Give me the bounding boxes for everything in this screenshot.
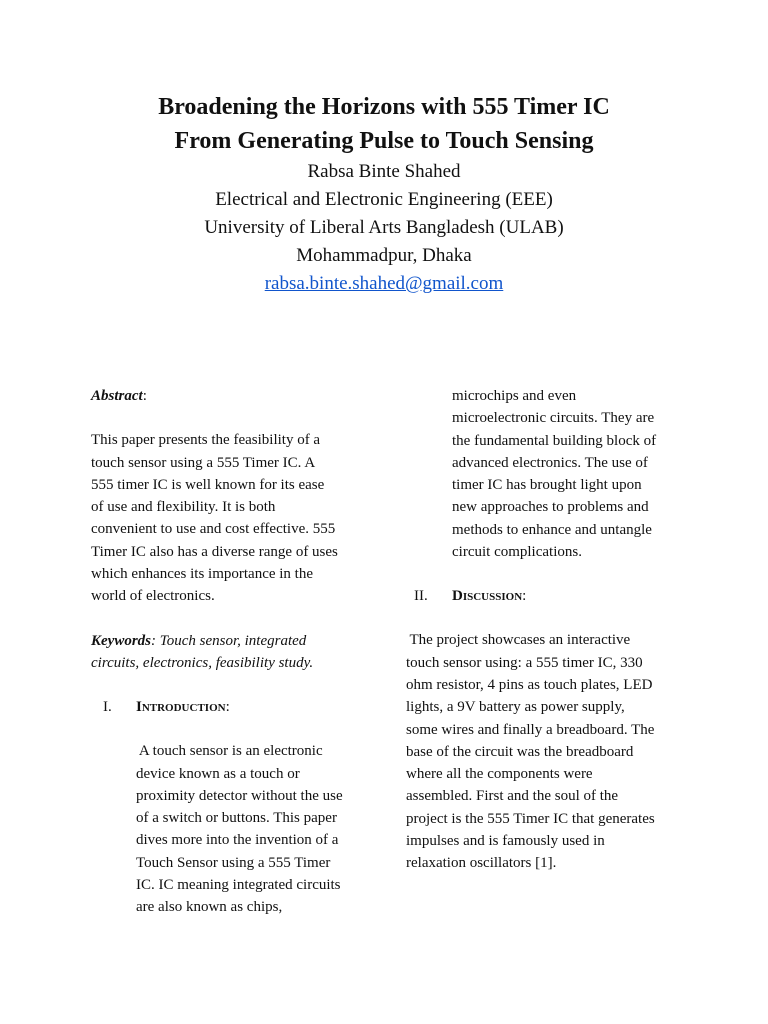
author-department: Electrical and Electronic Engineering (EEE) — [215, 189, 553, 210]
abstract-line: Timer IC also has a diverse range of uses — [91, 543, 338, 560]
introduction-line: new approaches to problems and — [452, 499, 649, 516]
introduction-line: the fundamental building block of — [452, 432, 657, 449]
abstract-colon: : — [142, 388, 147, 404]
introduction-line: methods to enhance and untangle — [452, 521, 652, 538]
introduction-line: device known as a touch or — [136, 765, 300, 782]
discussion-line: base of the circuit was the breadboard — [406, 743, 634, 760]
introduction-body-right — [452, 385, 696, 563]
introduction-title: Introduction — [136, 699, 226, 716]
introduction-line: are also known as chips, — [136, 899, 283, 916]
discussion-body — [406, 629, 696, 874]
introduction-line: Touch Sensor using a 555 Timer — [136, 854, 331, 871]
discussion-title: Discussion — [452, 588, 523, 605]
introduction-body-left — [136, 740, 391, 918]
introduction-line: dives more into the invention of a — [136, 832, 339, 849]
introduction-number: I. — [103, 699, 112, 716]
discussion-line: project is the 555 Timer IC that generates — [406, 810, 655, 827]
abstract-line: This paper presents the feasibility of a — [91, 432, 321, 449]
discussion-line: impulses and is famously used in — [406, 833, 605, 850]
introduction-line: of a switch or buttons. This paper — [136, 810, 337, 827]
keywords-heading: Keywords — [91, 632, 151, 649]
abstract-line: world of electronics. — [91, 588, 215, 605]
introduction-line: microchips and even — [452, 388, 577, 404]
abstract-line: which enhances its importance in the — [91, 566, 314, 583]
discussion-colon: : — [522, 588, 527, 605]
discussion-line: relaxation oscillators [1]. — [406, 855, 557, 872]
introduction-colon: : — [225, 699, 230, 716]
abstract-line: 555 timer IC is well known for its ease — [91, 476, 325, 493]
author-location: Mohammadpur, Dhaka — [296, 245, 472, 266]
paper-header — [0, 90, 768, 298]
discussion-heading — [414, 585, 696, 607]
abstract-heading: Abstract — [91, 388, 143, 404]
abstract-line: of use and flexibility. It is both — [91, 499, 276, 516]
author-name: Rabsa Binte Shahed — [307, 161, 461, 182]
introduction-line: advanced electronics. The use of — [452, 454, 648, 471]
abstract-line: touch sensor using a 555 Timer IC. A — [91, 454, 316, 471]
keywords-text-1: : Touch sensor, integrated — [151, 632, 307, 649]
discussion-line: touch sensor using: a 555 timer IC, 330 — [406, 654, 643, 671]
paper-title-line-1: Broadening the Horizons with 555 Timer IC — [158, 94, 610, 120]
discussion-line: some wires and finally a breadboard. The — [406, 721, 655, 738]
introduction-line: proximity detector without the use — [136, 787, 343, 804]
keywords-line-1 — [91, 630, 391, 652]
abstract-heading-line — [91, 385, 391, 407]
introduction-heading — [103, 696, 391, 718]
discussion-line: lights, a 9V battery as power supply, — [406, 699, 625, 716]
paper-title-line-2: From Generating Pulse to Touch Sensing — [174, 128, 594, 154]
author-email-link[interactable]: rabsa.binte.shahed@gmail.com — [264, 273, 504, 294]
introduction-line: IC. IC meaning integrated circuits — [136, 877, 341, 894]
discussion-number: II. — [414, 588, 428, 605]
discussion-line: where all the components were — [406, 766, 593, 783]
introduction-line: timer IC has brought light upon — [452, 477, 642, 494]
discussion-line: ohm resistor, 4 pins as touch plates, LED — [406, 676, 653, 693]
discussion-line: The project showcases an interactive — [406, 632, 631, 649]
introduction-line: circuit complications. — [452, 544, 582, 561]
left-column — [91, 385, 391, 919]
introduction-line: microelectronic circuits. They are — [452, 410, 655, 427]
keywords-text-2: circuits, electronics, feasibility study. — [91, 654, 314, 671]
introduction-line: A touch sensor is an electronic — [136, 743, 323, 760]
right-column — [406, 385, 696, 875]
abstract-line: convenient to use and cost effective. 555 — [91, 521, 336, 538]
author-university: University of Liberal Arts Bangladesh (ULAB) — [204, 217, 564, 238]
discussion-line: assembled. First and the soul of the — [406, 788, 619, 805]
